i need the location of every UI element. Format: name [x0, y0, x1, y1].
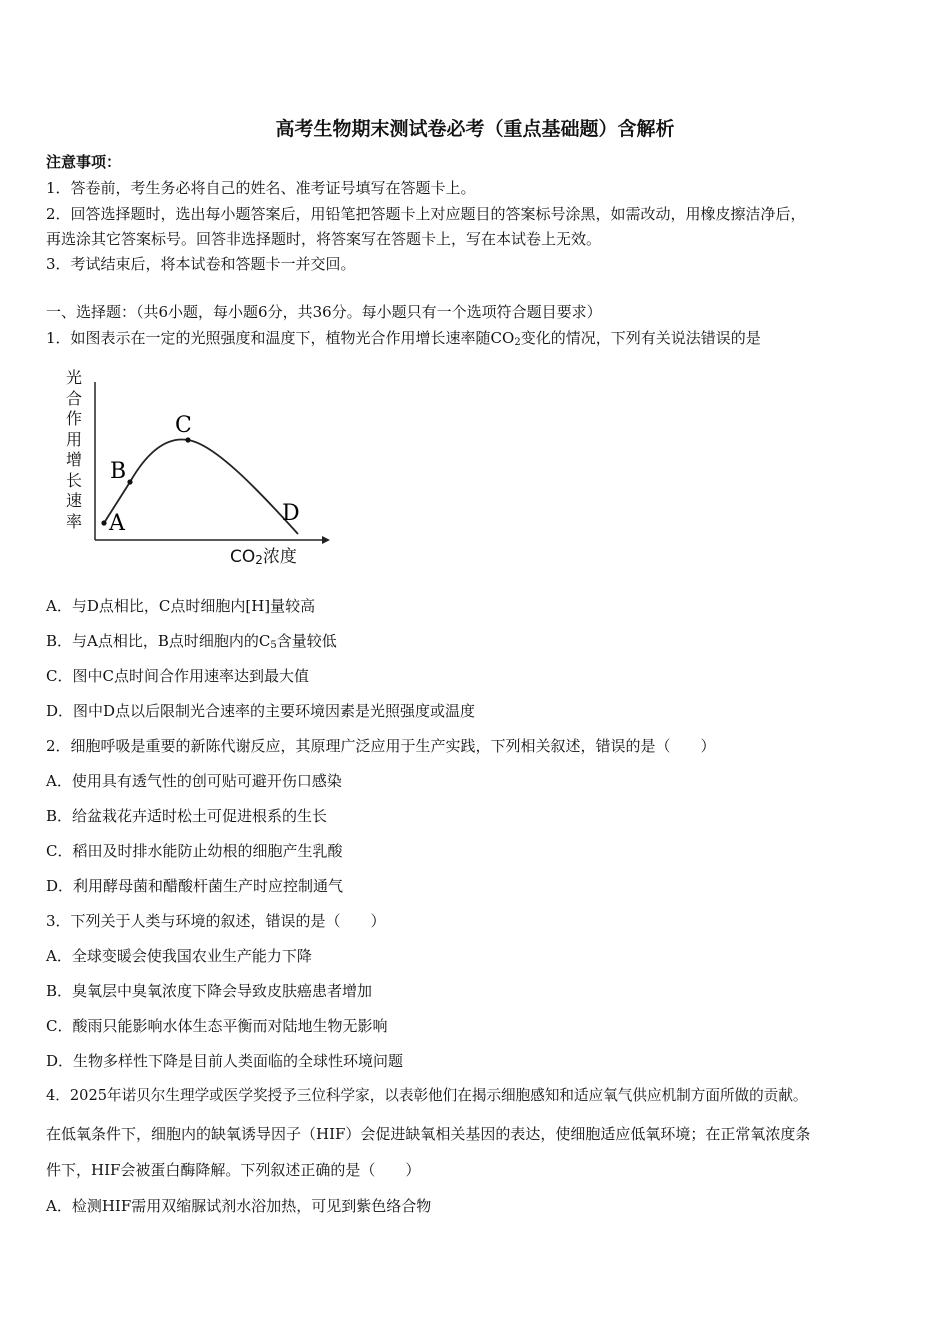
label-b: B	[110, 459, 127, 484]
label-a: A	[109, 511, 125, 536]
question-1-stem: 1．如图表示在一定的光照强度和温度下，植物光合作用增长速率随$CO_2$变化的情况，下列有关说法错误的是	[46, 329, 761, 348]
notice-item: 3．考试结束后，将本试卷和答题卡一并交回。	[46, 255, 356, 273]
label-d: D	[282, 501, 300, 526]
page-title: 高考生物期末测试卷必考（重点基础题）含解析	[275, 118, 675, 140]
q3-option-a: A．全球变暖会使我国农业生产能力下降	[46, 947, 312, 965]
q3-option-c: C．酸雨只能影响水体生态平衡而对陆地生物无影响	[46, 1017, 388, 1035]
q1-option-c: C．图中C点时间合作用速率达到最大值	[46, 667, 309, 685]
notice-item: 1．答卷前，考生务必将自己的姓名、准考证号填写在答题卡上。	[46, 179, 476, 197]
q3-option-d: D．生物多样性下降是目前人类面临的全球性环境问题	[46, 1052, 404, 1070]
q1-option-d: D．图中D点以后限制光合速率的主要环境因素是光照强度或温度	[46, 702, 476, 720]
point-c	[185, 437, 190, 442]
q3-option-b: B．臭氧层中臭氧浓度下降会导致皮肤癌患者增加	[46, 982, 373, 1000]
label-c: C	[175, 413, 192, 438]
question-2-stem: 2．细胞呼吸是重要的新陈代谢反应，其原理广泛应用于生产实践，下列相关叙述，错误的是（ ）	[46, 737, 716, 755]
x-axis-label: $CO_2$浓度	[230, 547, 297, 567]
question-4-stem-line3: 件下，HIF会被蛋白酶降解。下列叙述正确的是（ ）	[46, 1161, 421, 1179]
graph-svg	[60, 362, 330, 572]
q1-option-b: B．与A点相比，B点时细胞内的$C_5$含量较低	[46, 632, 337, 651]
q2-option-b: B．给盆栽花卉适时松土可促进根系的生长	[46, 807, 328, 825]
rate-curve	[104, 439, 298, 534]
notice-item: 再选涂其它答案标号。回答非选择题时，将答案写在答题卡上，写在本试卷上无效。	[46, 230, 602, 248]
point-a	[101, 520, 106, 525]
point-b	[127, 479, 132, 484]
x-axis-arrow	[322, 536, 330, 544]
y-axis-label: 光 合 作 用 增 长 速 率	[66, 368, 83, 531]
question-4-stem-line2: 在低氧条件下，细胞内的缺氧诱导因子（HIF）会促进缺氧相关基因的表达，使细胞适应低氧环境；在正常氧浓度条	[46, 1125, 811, 1143]
section-heading: 一、选择题：（共6小题，每小题6分，共36分。每小题只有一个选项符合题目要求）	[46, 303, 602, 321]
co2-rate-graph	[60, 362, 330, 572]
question-4-stem-line1: 4．2025年诺贝尔生理学或医学奖授予三位科学家，以表彰他们在揭示细胞感知和适应氧气供应机制方面所做的贡献。	[46, 1087, 808, 1104]
q2-option-c: C．稻田及时排水能防止幼根的细胞产生乳酸	[46, 842, 343, 860]
q2-option-a: A．使用具有透气性的创可贴可避开伤口感染	[46, 772, 342, 790]
question-3-stem: 3．下列关于人类与环境的叙述，错误的是（ ）	[46, 912, 386, 930]
q1-option-a: A．与D点相比，C点时细胞内[H]量较高	[46, 597, 316, 615]
q4-option-a: A．检测HIF需用双缩脲试剂水浴加热，可见到紫色络合物	[46, 1197, 432, 1215]
notice-item: 2．回答选择题时，选出每小题答案后，用铅笔把答题卡上对应题目的答案标号涂黑，如需改动，用橡皮擦洁净后，	[46, 205, 806, 223]
q2-option-d: D．利用酵母菌和醋酸杆菌生产时应控制通气	[46, 877, 344, 895]
notice-heading: 注意事项：	[46, 153, 122, 171]
